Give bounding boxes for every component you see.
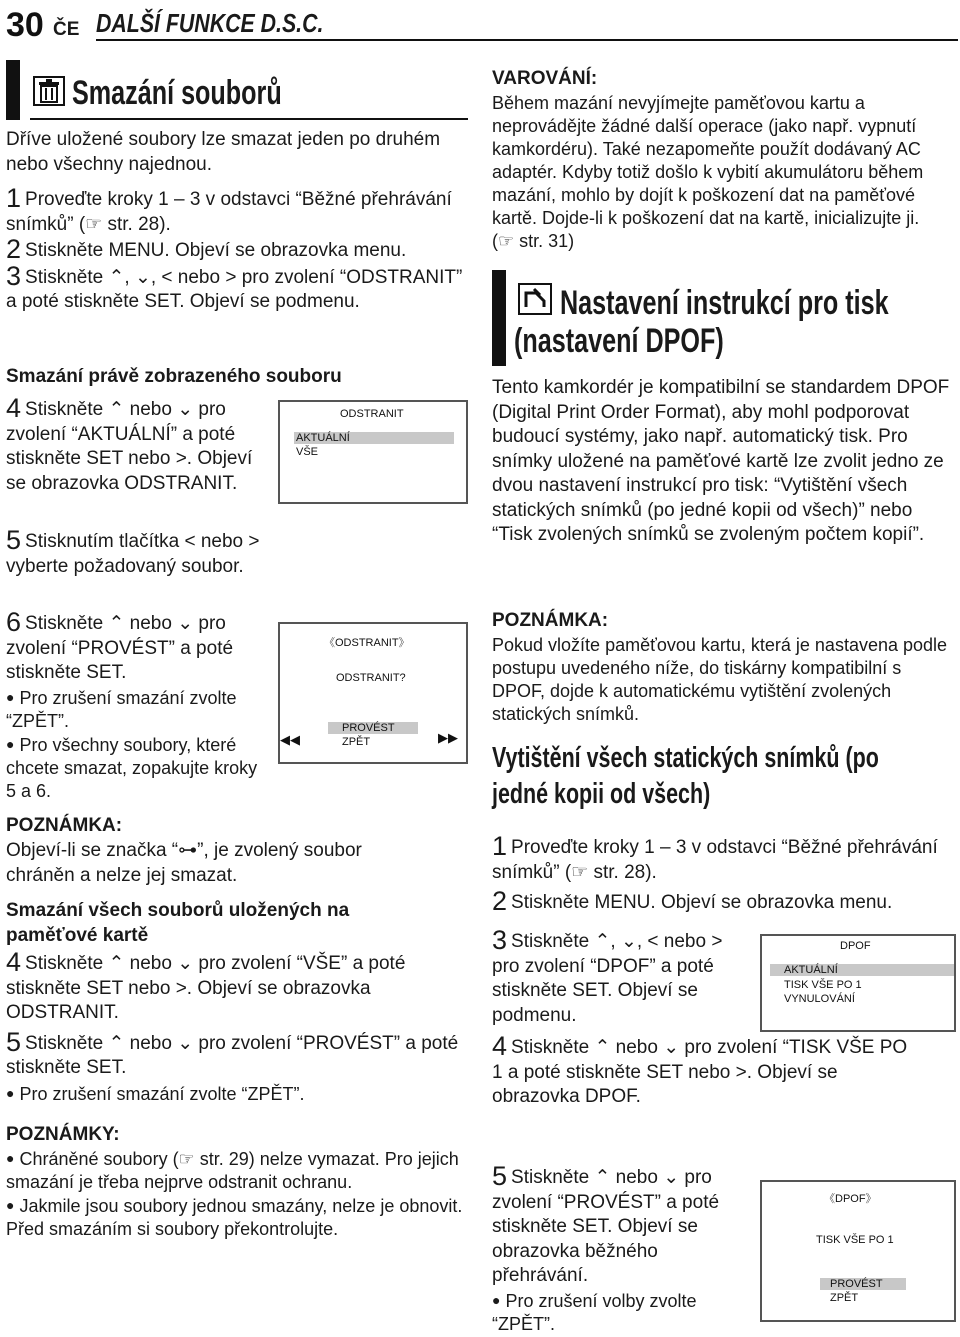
dpof-note-heading: POZNÁMKA: [492,610,609,631]
dpof-step-4: 4 Stiskněte ⌃ nebo ⌄ pro zvolení “TISK VŠE PO 1 a poté stiskněte SET nebo >. Objeví se obrazovka DPOF. [492,1031,908,1107]
screen-item-current: AKTUÁLNÍ [770,964,954,976]
bullet-cancel-all: ● Pro zrušení smazání zvolte “ZPĚT”. [6,1081,461,1107]
note-text: Objeví-li se značka “⊶”, je zvolený soubor chráněn a nelze jej smazat. [6,840,362,886]
left-all-steps: 4 Stiskněte ⌃ nebo ⌄ pro zvolení “VŠE” a poté stiskněte SET nebo >. Objeví se obrazovka ODSTRANIT. 5 Stiskněte ⌃ nebo ⌄ pro zvolení “PROVÉST” a poté stiskněte SET. ● Pro zrušení smazání zvolte “ZPĚT”. [6,950,461,1106]
bullet-cancel-dpof: ● Pro zrušení volby zvolte “ZPĚT”. [492,1289,754,1336]
screen-title: DPOF [840,940,871,952]
step-text: Proveďte kroky 1 – 3 v odstavci “Běžné přehrávání snímků” (☞ str. 28). [6,189,452,235]
step-number: 1 [6,183,22,213]
left-step-4: 4 Stiskněte ⌃ nebo ⌄ pro zvolení “AKTUÁLNÍ” a poté stiskněte SET nebo >. Objeví se obrazovka ODSTRANIT. [6,393,253,494]
dpof-title-line2: (nastavení DPOF) [514,322,724,360]
page-number: 30 [6,6,44,44]
screen-title: 《DPOF》 [824,1193,877,1205]
screen-label: TISK VŠE PO 1 [816,1234,894,1246]
screen-question: ODSTRANIT? [336,672,406,684]
title-bar [6,60,20,120]
print-icon [518,283,552,315]
dpof-intro: Tento kamkordér je kompatibilní se standardem DPOF (Digital Print Order Format), aby mohl podporovat budoucí systémy, jako např. automatický tisk. Pro snímky uložené na paměťové kartě lze zvolit jedno ze dvou nastavení instrukcí pro tisk: “Vytištění všech statických snímků (po jedné kopii od všech)” nebo “Tisk zvolených snímků se zvoleným počtem kopií”. [492,377,950,545]
dpof-subheading-line1: Vytištění všech statických snímků (po [492,742,879,774]
trash-icon [33,76,65,106]
screen-delete-menu [278,400,468,504]
dpof-steps-1-2: 1 Proveďte kroky 1 – 3 v odstavci “Běžné přehrávání snímků” (☞ str. 28). 2 Stiskněte MENU. Objeví se obrazovka menu. [492,831,938,916]
left-step-6: 6 Stiskněte ⌃ nebo ⌄ pro zvolení “PROVÉST” a poté stiskněte SET. ● Pro zrušení smazání zvolte “ZPĚT”. ● Pro všechny soubory, které chcete smazat, zopakujte kroky 5 a 6. [6,610,264,803]
title-underline [30,118,468,120]
screen-item-execute: PROVÉST [328,722,418,734]
screen-item-reset: VYNULOVÁNÍ [784,993,855,1005]
dpof-step-3: 3 Stiskněte ⌃, ⌄, < nebo > pro zvolení “DPOF” a poté stiskněte SET. Objeví se podmenu. [492,925,723,1026]
step-number: 3 [6,260,22,291]
screen-item-back: ZPĚT [830,1292,859,1304]
screen-delete-confirm [278,622,468,764]
note-irreversible: ● Jakmile jsou soubory jednou smazány, nelze je obnovit. Před smazáním si soubory překontrolujte. [6,1194,476,1241]
step-number: 2 [6,234,22,264]
warning-text: Během mazání nevyjímejte paměťovou kartu a neprovádějte žádné další operace (jako např. vypnutí kamkordéru). Také nezapomeňte použít dodávaný AC adaptér. Kdyby totiž došlo k vybití akumulátoru během mazání, mohlo by dojít k poškození dat na paměťové kartě. Dojde-li k poškození dat na kartě, inicializujte ji. (☞ str. 31) [492,93,924,251]
left-intro: Dříve uložené soubory lze smazat jeden po druhém nebo všechny najednou. [6,129,441,175]
fast-forward-icon: ▶▶ [438,730,458,745]
dpof-step-5: 5 Stiskněte ⌃ nebo ⌄ pro zvolení “PROVÉST” a poté stiskněte SET. Objeví se obrazovka běžného přehrávání. ● Pro zrušení volby zvolte “ZPĚT”. [492,1164,754,1336]
notes-list [6,1147,476,1241]
screen-dpof-confirm [760,1180,956,1322]
screen-item-print-all: TISK VŠE PO 1 [784,979,862,991]
subheading-all-files: Smazání všech souborů uložených na paměťové kartě [6,900,350,946]
delete-files-title: Smazání souborů [72,74,282,112]
warning-heading: VAROVÁNÍ: [492,68,598,89]
note-protected: ● Chráněné soubory (☞ str. 29) nelze vymazat. Pro jejich smazání je třeba nejprve odstranit ochranu. [6,1147,476,1194]
header-rule [96,39,958,41]
note-heading: POZNÁMKA: [6,815,123,836]
left-step-5: 5 Stisknutím tlačítka < nebo > vyberte požadovaný soubor. [6,525,260,577]
screen-item-current: AKTUÁLNÍ [294,432,454,444]
language-code: ČE [53,19,80,40]
left-steps-1-3 [6,183,466,315]
dpof-title-bar [492,270,506,366]
section-title: DALŠÍ FUNKCE D.S.C. [96,8,324,38]
dpof-subheading-line2: jedné kopii od všech) [492,778,711,810]
bullet-repeat: ● Pro všechny soubory, které chcete smazat, zopakujte kroky 5 a 6. [6,733,264,803]
screen-item-back: ZPĚT [342,736,371,748]
bullet-cancel: ● Pro zrušení smazání zvolte “ZPĚT”. [6,686,264,733]
screen-item-execute: PROVÉST [820,1278,906,1290]
step-text: Stiskněte MENU. Objeví se obrazovka menu. [25,240,407,261]
dpof-note-text: Pokud vložíte paměťovou kartu, která je nastavena podle postupu uvedeného níže, do tiskárny kompatibilní s DPOF, dojde k automatickému vytištění zvolených statických snímků. [492,635,948,724]
dpof-title-line1: Nastavení instrukcí pro tisk [560,284,889,322]
rewind-icon: ◀◀ [280,732,300,747]
screen-title: ODSTRANIT [340,408,404,420]
subheading-current-file: Smazání právě zobrazeného souboru [6,366,342,387]
screen-title: 《ODSTRANIT》 [324,637,410,649]
screen-item-all: VŠE [296,446,319,458]
screen-dpof-menu [760,934,956,1032]
notes-heading: POZNÁMKY: [6,1124,120,1145]
step-text: Stiskněte ⌃, ⌄, < nebo > pro zvolení “ODSTRANIT” a poté stiskněte SET. Objeví se podmenu. [6,266,463,312]
